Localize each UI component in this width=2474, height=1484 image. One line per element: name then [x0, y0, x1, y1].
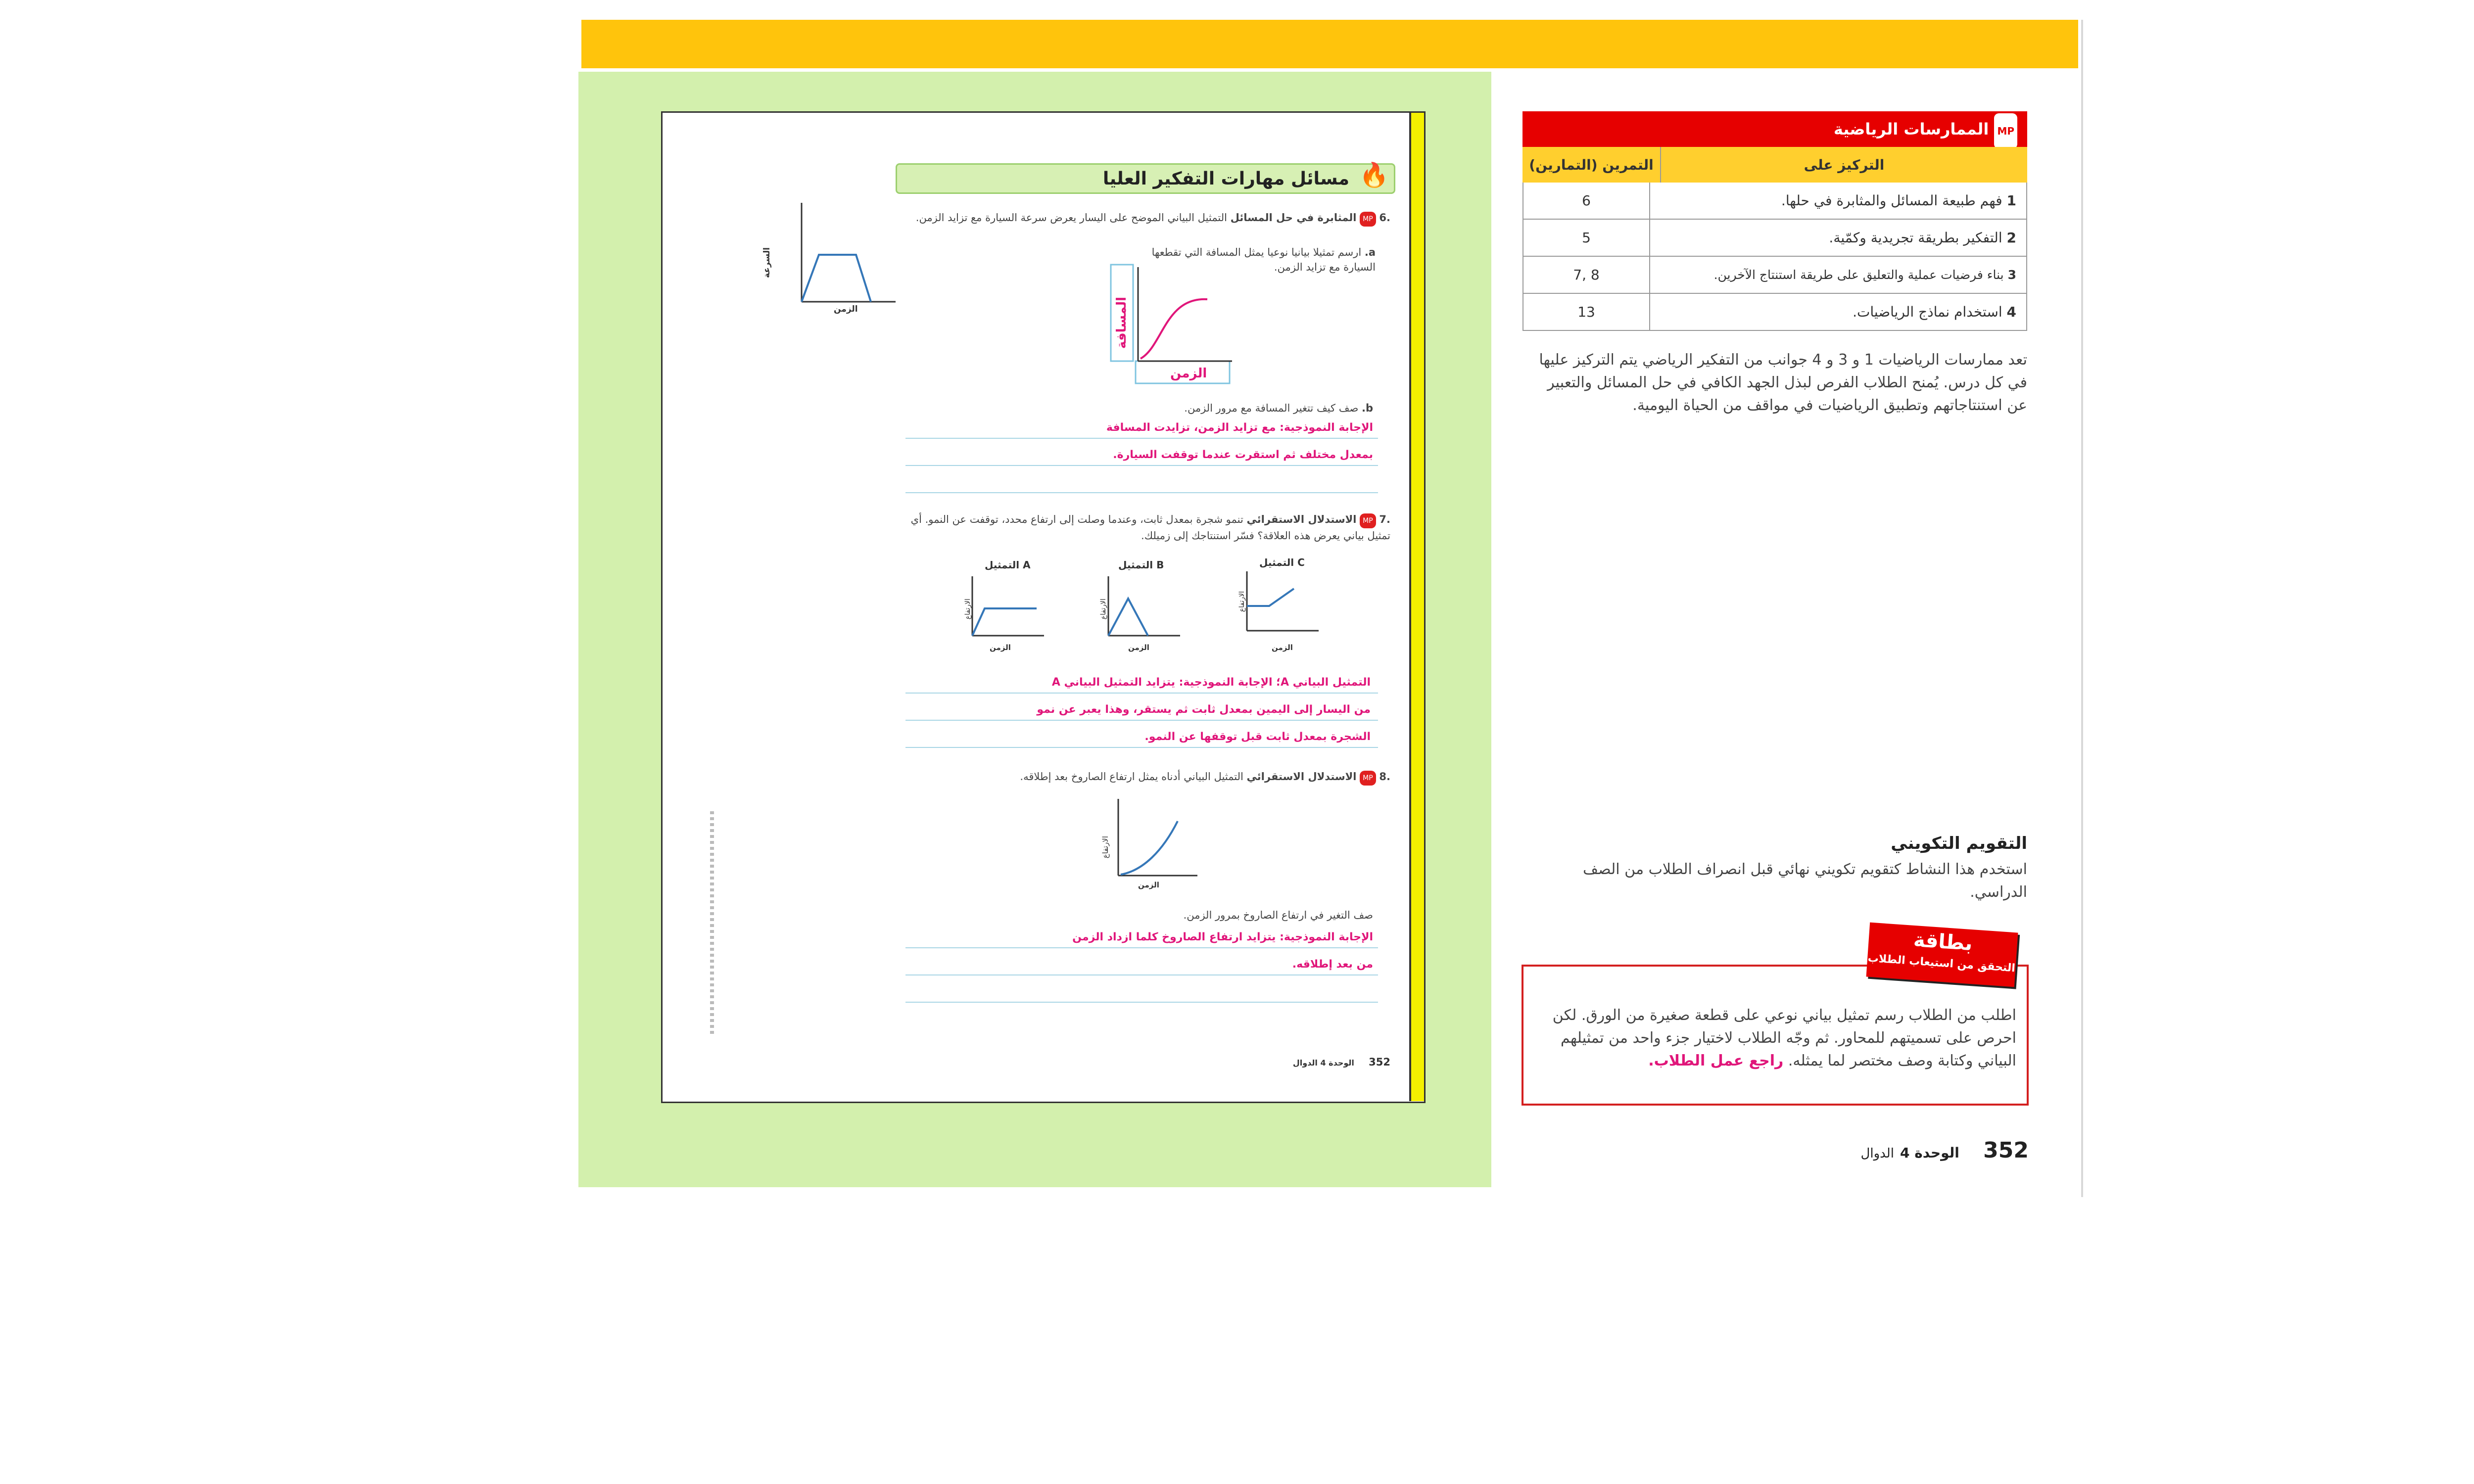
section-title: مسائل مهارات التفكير العليا — [1102, 169, 1349, 189]
practice-row — [1522, 220, 2027, 257]
section-header — [896, 163, 1395, 194]
answer-rule — [905, 747, 1378, 748]
distance-sketch-xlabel: الزمن — [1170, 366, 1207, 381]
speed-graph-ylabel: السرعة — [762, 247, 772, 278]
practice-row — [1522, 294, 2027, 331]
practice-exercise: 5 — [1582, 230, 1591, 246]
q6-answer-line2: بمعدل مختلف ثم استقرت عندما توقفت السيارة. — [1113, 449, 1373, 461]
q6-prompt — [901, 210, 1390, 227]
practice-focus — [1649, 220, 2026, 256]
graph-a-title: التمثيل A — [985, 559, 1031, 571]
q7-text: تنمو شجرة بمعدل ثابت، وعندما وصلت إلى ارتفاع محدد، توقفت عن النمو. أي تمثيل بياني يعرض هذه العلاقة؟ فسّر استنتاجك إلى زميلك. — [910, 513, 1390, 542]
practices-title-bar — [1522, 111, 2027, 147]
answer-rule — [905, 438, 1378, 439]
practice-num: 4 — [2006, 304, 2016, 320]
graph-b-ylabel: الارتفاع — [1099, 599, 1107, 620]
q6b-text: صف كيف تتغير المسافة مع مرور الزمن. — [1184, 402, 1359, 414]
q7-number: .7 — [1379, 513, 1390, 525]
answer-rule — [905, 465, 1378, 466]
page-edge-stripe — [1409, 113, 1424, 1101]
q8-answer-line2: من بعد إطلاقه. — [1292, 958, 1373, 971]
q8-question: صف التغير في ارتفاع الصاروخ بمرور الزمن. — [1183, 909, 1373, 921]
q6-number: .6 — [1379, 212, 1390, 224]
practice-text: استخدام نماذج الرياضيات. — [1853, 304, 2002, 320]
practice-exercise: 13 — [1577, 304, 1595, 320]
practice-badge-icon: MP — [1360, 771, 1376, 786]
q8-prompt — [901, 769, 1390, 786]
answer-rule — [905, 974, 1378, 975]
graph-b-xlabel: الزمن — [1128, 643, 1149, 652]
practice-text: فهم طبيعة المسائل والمثابرة في حلها. — [1781, 192, 2002, 209]
formative-text: استخدم هذا النشاط كتقويم تكويني نهائي قبل انصراف الطلاب من الصف الدراسي. — [1583, 861, 2027, 901]
teacher-unit-number: الوحدة 4 — [1900, 1145, 1959, 1161]
graph-a-ylabel: الارتفاع — [964, 599, 972, 620]
formative-title: التقويم التكويني — [1891, 834, 2027, 853]
q7-prompt — [901, 512, 1390, 543]
practices-column-header — [1522, 147, 2027, 183]
q7-answer-line2: من اليسار إلى اليمين بمعدل ثابت ثم يستقر، وهذا يعبر عن نمو — [1037, 703, 1371, 716]
q6-label: المثابرة في حل المسائل — [1230, 212, 1357, 224]
exit-card-tag — [1866, 923, 2018, 987]
practice-row — [1522, 183, 2027, 220]
rocket-graph-ylabel: الارتفاع — [1101, 836, 1110, 859]
q6a-letter: a. — [1364, 246, 1376, 258]
answer-rule — [905, 947, 1378, 948]
practice-text: بناء فرضيات عملية والتعليق على طريقة استنتاج الآخرين. — [1713, 268, 2004, 282]
q6b-letter: b. — [1361, 402, 1373, 414]
graph-c — [1237, 569, 1321, 638]
student-page-number: 352 — [1369, 1056, 1390, 1068]
graph-b — [1098, 574, 1183, 643]
q8-answer-line1: الإجابة النموذجية: يتزايد ارتفاع الصاروخ كلما ازداد الزمن — [1072, 931, 1373, 943]
exit-card-text — [1534, 1004, 2016, 1072]
rocket-graph-xlabel: الزمن — [1138, 881, 1159, 889]
teacher-page-footer — [1781, 1138, 2029, 1163]
practice-num: 1 — [2006, 192, 2016, 209]
answer-rule — [905, 720, 1378, 721]
graph-c-title: التمثيل C — [1259, 556, 1305, 568]
q6b-prompt — [901, 401, 1373, 416]
practices-paragraph: تعد ممارسات الرياضيات 1 و 3 و 4 جوانب من التفكير الرياضي يتم التركيز عليها في كل درس. يُمنح الطلاب الفرص لبذل الجهد الكافي في حل المسائل والتعبير عن استنتاجاتهم وتطبيق الرياضيات في مواقف من الحياة اليومية. — [1539, 351, 2027, 414]
practice-num: 3 — [2007, 268, 2016, 282]
q8-number: .8 — [1379, 771, 1390, 783]
speed-graph — [772, 198, 910, 322]
q7-answer-line1: التمثيل البياني A؛ الإجابة النموذجية: يتزايد التمثيل البياني A — [1051, 676, 1371, 689]
graph-a — [962, 574, 1047, 643]
col-exercise-header: التمرين (التمارين) — [1529, 156, 1654, 173]
answer-rule — [905, 492, 1378, 493]
answer-rule — [905, 1002, 1378, 1003]
teacher-page-number: 352 — [1983, 1138, 2029, 1163]
top-bar — [581, 20, 2078, 68]
practice-badge-icon: MP — [1360, 212, 1376, 227]
graph-a-xlabel: الزمن — [990, 643, 1011, 652]
practice-num: 2 — [2006, 230, 2016, 246]
q6a-text: ارسم تمثيلا بيانيا نوعيا يمثل المسافة التي تقطعها السيارة مع تزايد الزمن. — [1151, 246, 1376, 273]
practice-focus — [1649, 183, 2026, 219]
practice-focus — [1649, 294, 2026, 330]
q6-text: التمثيل البياني الموضح على اليسار يعرض سرعة السيارة مع تزايد الزمن. — [915, 212, 1227, 224]
practice-row — [1522, 257, 2027, 294]
practice-text: التفكير بطريقة تجريدية وكمّية. — [1829, 230, 2002, 246]
teacher-unit-name: الدوال — [1860, 1146, 1894, 1161]
q6-answer-line1: الإجابة النموذجية: مع تزايد الزمن، تزايدت المسافة — [1106, 421, 1373, 434]
student-page-unit: الوحدة 4 الدوال — [1292, 1058, 1354, 1067]
card-text-highlight: راجع عمل الطلاب. — [1648, 1052, 1784, 1069]
card-text-body: اطلب من الطلاب رسم تمثيل بياني نوعي على قطعة صغيرة من الورق. لكن احرص على تسميتهم للمحاور. ثم وجّه الطلاب لاختيار جزء واحد من تمثيلهم البياني وكتابة وصف مختصر لما يمثله. — [1552, 1007, 2016, 1069]
practice-exercise: 6 — [1582, 192, 1591, 209]
card-tag-subtitle: التحقق من استيعاب الطلاب — [1867, 952, 2016, 975]
q8-label: الاستدلال الاستقرائي — [1246, 771, 1357, 783]
graph-c-ylabel: الارتفاع — [1238, 591, 1246, 612]
practice-badge-icon: MP — [1994, 113, 2017, 149]
q8-text: التمثيل البياني أدناه يمثل ارتفاع الصاروخ بعد إطلاقه. — [1020, 771, 1243, 783]
practice-exercise: 7, 8 — [1573, 267, 1600, 283]
graph-b-title: التمثيل B — [1118, 559, 1164, 571]
copyright-vertical-line — [710, 811, 714, 1034]
answer-rule — [905, 693, 1378, 694]
q7-label: الاستدلال الاستقرائي — [1246, 513, 1357, 525]
graph-c-xlabel: الزمن — [1272, 643, 1293, 652]
practice-focus — [1649, 257, 2026, 293]
rocket-graph — [1103, 796, 1202, 883]
speed-graph-xlabel: الزمن — [834, 304, 858, 314]
practice-badge-icon: MP — [1360, 513, 1376, 528]
card-tag-title: بطاقة — [1912, 928, 1973, 956]
student-page-footer — [1257, 1056, 1390, 1068]
q7-answer-line3: الشجرة بمعدل ثابت قبل توقفها عن النمو. — [1144, 731, 1371, 743]
practices-title: الممارسات الرياضية — [1833, 120, 1989, 139]
flame-icon: 🔥 — [1359, 161, 1389, 189]
col-focus-header: التركيز على — [1660, 147, 2027, 183]
distance-sketch-ylabel: المسافة — [1114, 297, 1129, 349]
